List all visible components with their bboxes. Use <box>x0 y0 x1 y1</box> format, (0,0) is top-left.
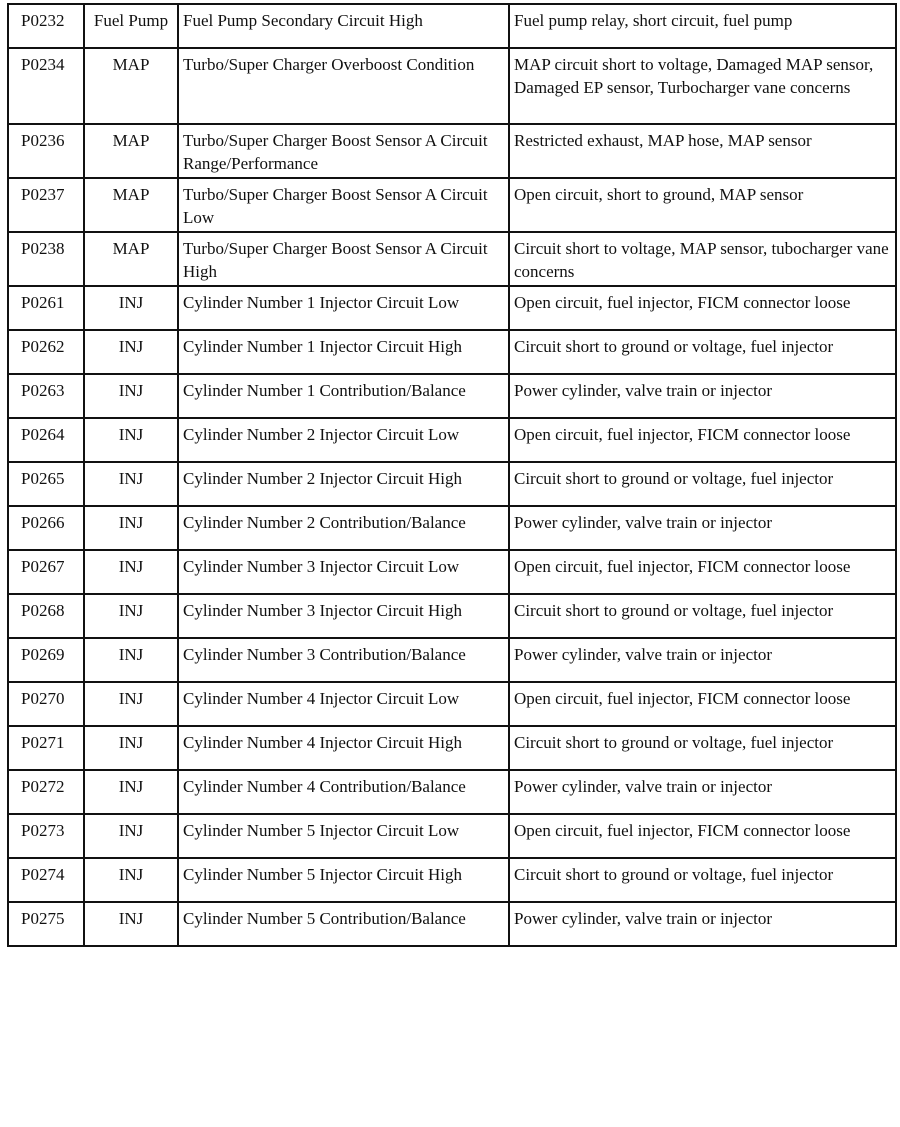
table-row <box>8 374 896 418</box>
dtc-code-cell: P0275 <box>8 902 84 946</box>
dtc-code-cell: P0272 <box>8 770 84 814</box>
table-row <box>8 550 896 594</box>
description-cell: Cylinder Number 3 Contribution/Balance <box>178 638 509 682</box>
table-row <box>8 48 896 124</box>
description-cell: Fuel Pump Secondary Circuit High <box>178 4 509 48</box>
possible-causes-cell: Fuel pump relay, short circuit, fuel pump <box>509 4 896 48</box>
dtc-code-cell: P0236 <box>8 124 84 178</box>
description-cell: Cylinder Number 2 Injector Circuit High <box>178 462 509 506</box>
system-cell: INJ <box>84 858 178 902</box>
system-cell: INJ <box>84 506 178 550</box>
description-cell: Cylinder Number 4 Injector Circuit High <box>178 726 509 770</box>
possible-causes-cell: Circuit short to ground or voltage, fuel injector <box>509 462 896 506</box>
possible-causes-cell: Circuit short to ground or voltage, fuel injector <box>509 330 896 374</box>
description-cell: Turbo/Super Charger Boost Sensor A Circuit High <box>178 232 509 286</box>
description-cell: Cylinder Number 5 Injector Circuit Low <box>178 814 509 858</box>
dtc-code-cell: P0271 <box>8 726 84 770</box>
dtc-code-cell: P0234 <box>8 48 84 124</box>
system-cell: INJ <box>84 814 178 858</box>
possible-causes-cell: Open circuit, short to ground, MAP sensor <box>509 178 896 232</box>
description-cell: Cylinder Number 1 Contribution/Balance <box>178 374 509 418</box>
dtc-code-cell: P0269 <box>8 638 84 682</box>
system-cell: INJ <box>84 594 178 638</box>
system-cell: MAP <box>84 124 178 178</box>
description-cell: Cylinder Number 1 Injector Circuit High <box>178 330 509 374</box>
table-row <box>8 858 896 902</box>
system-cell: INJ <box>84 330 178 374</box>
table-row <box>8 682 896 726</box>
system-cell: INJ <box>84 770 178 814</box>
table-row <box>8 770 896 814</box>
possible-causes-cell: Open circuit, fuel injector, FICM connector loose <box>509 814 896 858</box>
dtc-code-cell: P0266 <box>8 506 84 550</box>
system-cell: INJ <box>84 726 178 770</box>
system-cell: INJ <box>84 374 178 418</box>
system-cell: INJ <box>84 902 178 946</box>
dtc-code-cell: P0262 <box>8 330 84 374</box>
system-cell: INJ <box>84 418 178 462</box>
possible-causes-cell: Open circuit, fuel injector, FICM connector loose <box>509 418 896 462</box>
possible-causes-cell: MAP circuit short to voltage, Damaged MAP sensor, Damaged EP sensor, Turbocharger vane concerns <box>509 48 896 124</box>
possible-causes-cell: Circuit short to ground or voltage, fuel injector <box>509 858 896 902</box>
description-cell: Cylinder Number 3 Injector Circuit High <box>178 594 509 638</box>
description-cell: Cylinder Number 3 Injector Circuit Low <box>178 550 509 594</box>
possible-causes-cell: Power cylinder, valve train or injector <box>509 770 896 814</box>
dtc-code-cell: P0274 <box>8 858 84 902</box>
possible-causes-cell: Restricted exhaust, MAP hose, MAP sensor <box>509 124 896 178</box>
system-cell: Fuel Pump <box>84 4 178 48</box>
description-cell: Turbo/Super Charger Boost Sensor A Circuit Low <box>178 178 509 232</box>
system-cell: INJ <box>84 682 178 726</box>
description-cell: Turbo/Super Charger Boost Sensor A Circuit Range/Performance <box>178 124 509 178</box>
possible-causes-cell: Open circuit, fuel injector, FICM connector loose <box>509 286 896 330</box>
dtc-code-cell: P0261 <box>8 286 84 330</box>
description-cell: Cylinder Number 2 Injector Circuit Low <box>178 418 509 462</box>
system-cell: MAP <box>84 178 178 232</box>
description-cell: Cylinder Number 5 Injector Circuit High <box>178 858 509 902</box>
system-cell: MAP <box>84 48 178 124</box>
system-cell: MAP <box>84 232 178 286</box>
table-row <box>8 506 896 550</box>
dtc-code-cell: P0238 <box>8 232 84 286</box>
system-cell: INJ <box>84 462 178 506</box>
system-cell: INJ <box>84 550 178 594</box>
possible-causes-cell: Power cylinder, valve train or injector <box>509 638 896 682</box>
dtc-code-cell: P0232 <box>8 4 84 48</box>
system-cell: INJ <box>84 638 178 682</box>
dtc-code-cell: P0237 <box>8 178 84 232</box>
dtc-code-cell: P0270 <box>8 682 84 726</box>
possible-causes-cell: Circuit short to ground or voltage, fuel injector <box>509 594 896 638</box>
possible-causes-cell: Open circuit, fuel injector, FICM connector loose <box>509 682 896 726</box>
dtc-code-cell: P0265 <box>8 462 84 506</box>
table-row <box>8 232 896 286</box>
dtc-code-cell: P0273 <box>8 814 84 858</box>
description-cell: Cylinder Number 4 Injector Circuit Low <box>178 682 509 726</box>
table-row <box>8 124 896 178</box>
table-row <box>8 178 896 232</box>
table-row <box>8 418 896 462</box>
dtc-table <box>7 3 897 947</box>
table-row <box>8 594 896 638</box>
possible-causes-cell: Power cylinder, valve train or injector <box>509 374 896 418</box>
table-row <box>8 902 896 946</box>
possible-causes-cell: Power cylinder, valve train or injector <box>509 902 896 946</box>
dtc-code-cell: P0267 <box>8 550 84 594</box>
dtc-code-cell: P0263 <box>8 374 84 418</box>
dtc-code-cell: P0264 <box>8 418 84 462</box>
table-row <box>8 330 896 374</box>
description-cell: Cylinder Number 2 Contribution/Balance <box>178 506 509 550</box>
table-row <box>8 814 896 858</box>
possible-causes-cell: Power cylinder, valve train or injector <box>509 506 896 550</box>
possible-causes-cell: Circuit short to voltage, MAP sensor, tubocharger vane concerns <box>509 232 896 286</box>
dtc-table-body <box>8 4 896 946</box>
dtc-code-cell: P0268 <box>8 594 84 638</box>
possible-causes-cell: Open circuit, fuel injector, FICM connector loose <box>509 550 896 594</box>
table-row <box>8 286 896 330</box>
description-cell: Cylinder Number 4 Contribution/Balance <box>178 770 509 814</box>
description-cell: Cylinder Number 1 Injector Circuit Low <box>178 286 509 330</box>
table-row <box>8 4 896 48</box>
description-cell: Turbo/Super Charger Overboost Condition <box>178 48 509 124</box>
system-cell: INJ <box>84 286 178 330</box>
table-row <box>8 462 896 506</box>
table-row <box>8 638 896 682</box>
table-row <box>8 726 896 770</box>
possible-causes-cell: Circuit short to ground or voltage, fuel injector <box>509 726 896 770</box>
description-cell: Cylinder Number 5 Contribution/Balance <box>178 902 509 946</box>
